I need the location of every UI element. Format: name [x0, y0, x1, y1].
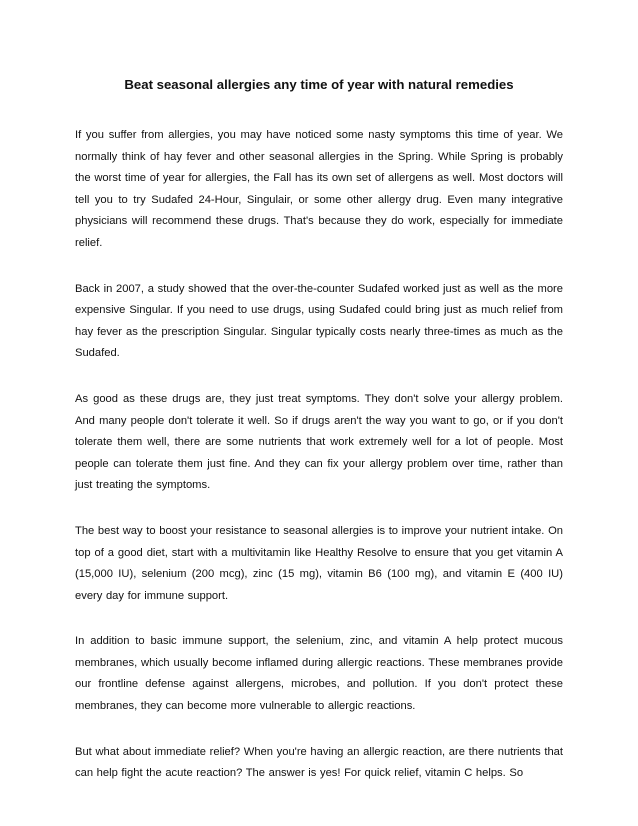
paragraph-2: Back in 2007, a study showed that the over-the-counter Sudafed worked just as well as the more expensive Singular. If you need to use drugs, using Sudafed could bring just as much relief from hay fever as the prescription Singular. Singular typically costs nearly three-times as much as the Sudafed.: [75, 282, 563, 360]
paragraph-4: The best way to boost your resistance to seasonal allergies is to improve your nutrient intake. On top of a good diet, start with a multivitamin like Healthy Resolve to ensure that you get vitamin A (15,000 IU), selenium (200 mcg), zinc (15 mg), vitamin B6 (100 mg), and vitamin E (400 IU) every day for immune support.: [75, 524, 563, 602]
document-title: Beat seasonal allergies any time of year with natural remedies: [124, 77, 514, 92]
paragraph-5: In addition to basic immune support, the selenium, zinc, and vitamin A help protect mucous membranes, which usually become inflamed during allergic reactions. These membranes provide our frontline defense against allergens, microbes, and pollution. If you don't protect these membranes, they can become more vulnerable to allergic reactions.: [75, 635, 563, 713]
paragraph-6: But what about immediate relief? When you're having an allergic reaction, are there nutrients that can help fight the acute reaction? The answer is yes! For quick relief, vitamin C helps. So: [75, 745, 563, 780]
paragraph-1: If you suffer from allergies, you may have noticed some nasty symptoms this time of year. We normally think of hay fever and other seasonal allergies in the Spring. While Spring is probably the worst time of year for allergies, the Fall has its own set of allergens as well. Most doctors will tell you to try Sudafed 24-Hour, Singulair, or some other allergy drug. Even many integrative physicians will recommend these drugs. That's because they do work, especially for immediate relief.: [75, 129, 563, 249]
paragraph-3: As good as these drugs are, they just treat symptoms. They don't solve your allergy problem. And many people don't tolerate it well. So if drugs aren't the way you want to go, or if you don't tolerate them well, there are some nutrients that work extremely well for a lot of people. Most people can tolerate them just fine. And they can fix your allergy problem over time, rather than just treating the symptoms.: [75, 392, 563, 492]
document-body: [75, 125, 563, 809]
